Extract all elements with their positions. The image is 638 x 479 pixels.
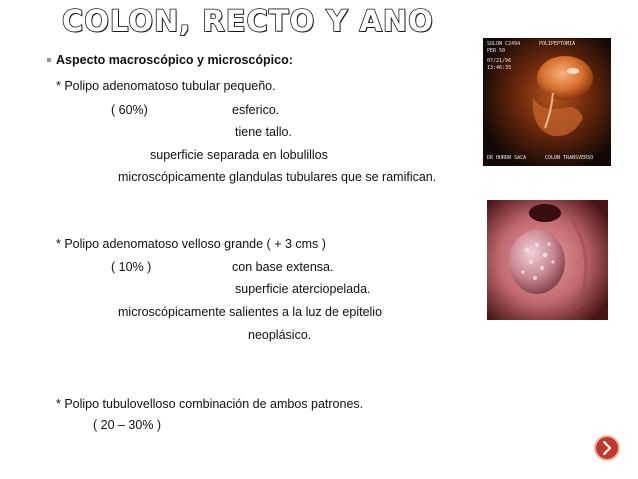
endoscopy-image-2 <box>487 200 608 320</box>
villous-microscopic: microscópicamente salientes a la luz de epitelio <box>118 305 383 319</box>
section-heading: Aspecto macroscópico y microscópico: <box>56 53 293 67</box>
villous-percent: ( 10% ) <box>111 260 152 274</box>
endo-label-bottom-right: COLON TRANSVERSO <box>545 155 594 161</box>
endo-label-top-left-1: SOLON C2494 <box>487 41 521 47</box>
tubulovillous-polyp-line: * Polipo tubulovelloso combinación de ambos patrones. <box>56 397 364 411</box>
endoscopy-photo-villous-polyp <box>487 200 608 320</box>
endo-label-top-left-2: PER 50 <box>487 48 506 54</box>
tubular-stalk: tiene tallo. <box>235 125 292 139</box>
tubular-spherical: esferico. <box>232 103 280 117</box>
next-slide-button[interactable] <box>593 434 621 462</box>
villous-surface: superficie aterciopelada. <box>235 282 371 296</box>
endo-label-bottom-left: DR HURRN SACA <box>487 155 527 161</box>
villous-polyp-line: * Polipo adenomatoso velloso grande ( + 3 cms ) <box>56 237 326 251</box>
endoscopy-photo-tubular-polyp <box>483 38 611 166</box>
endo-label-date: 07/21/96 <box>487 58 512 64</box>
tubular-lobules: superficie separada en lobulillos <box>150 148 328 162</box>
slide-title: COLON, RECTO Y ANO <box>62 4 434 38</box>
tubular-percent: ( 60%) <box>111 103 148 117</box>
tubulovillous-percent: ( 20 – 30% ) <box>93 418 162 432</box>
text-line <box>56 79 276 94</box>
tubular-microscopic: microscópicamente glandulas tubulares que se ramifican. <box>118 170 437 184</box>
villous-neoplastic: neoplásico. <box>248 328 312 342</box>
tubular-polyp-line: * Polipo adenomatoso tubular pequeño. <box>56 79 276 93</box>
villous-base: con base extensa. <box>232 260 334 274</box>
endo-label-time: 13:46:35 <box>487 65 512 71</box>
square-bullet-icon <box>47 58 51 62</box>
endo-label-top-right: POLIPEPTOMIA <box>539 41 576 47</box>
